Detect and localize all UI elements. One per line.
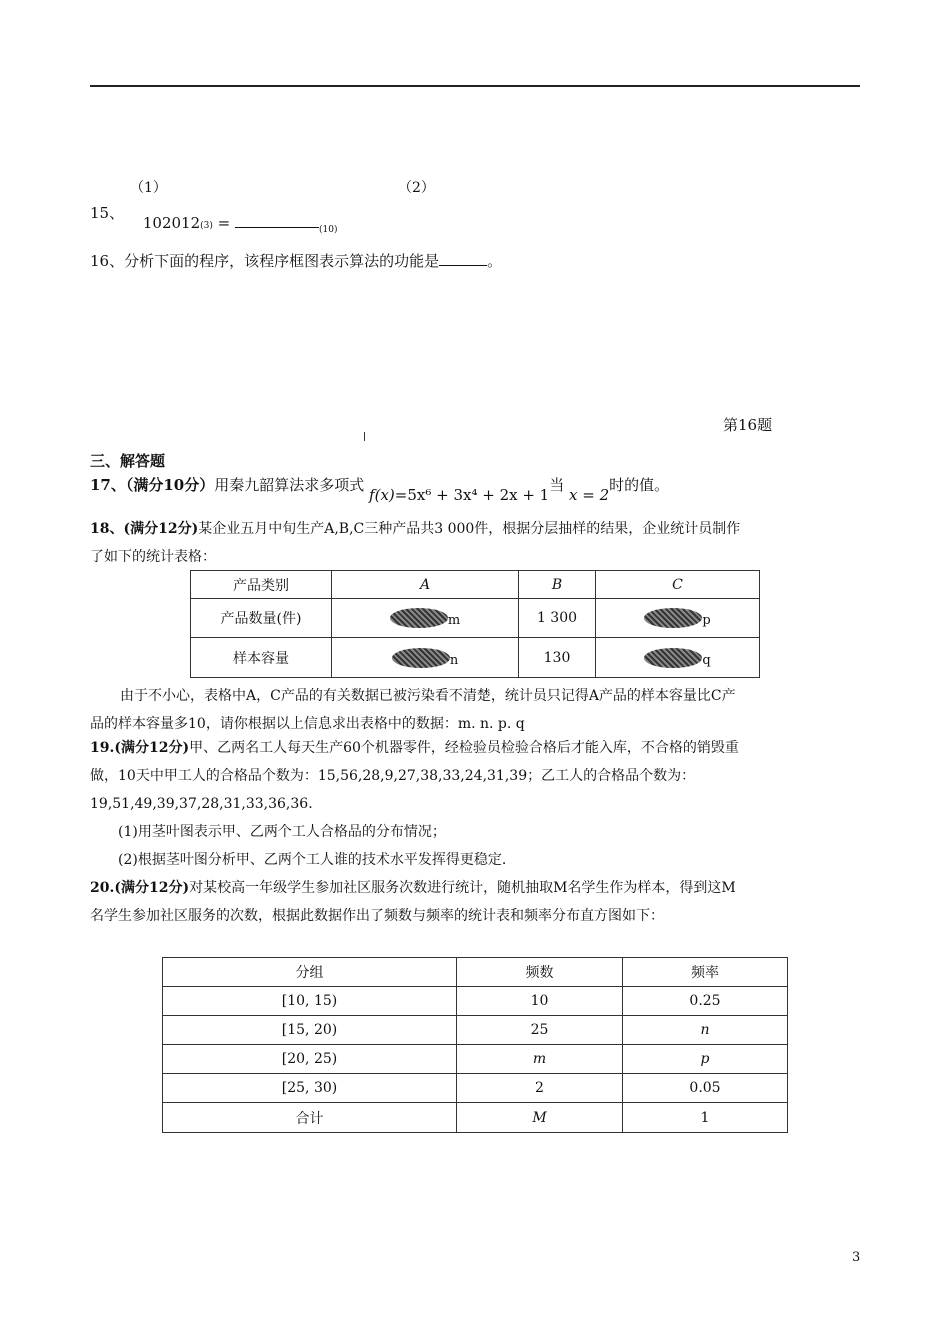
table-row [163, 987, 788, 1016]
q16-figure-label: 第16题 [723, 416, 773, 434]
header-rule [90, 85, 860, 87]
table-row [163, 1045, 788, 1074]
q20-header-row [163, 958, 788, 987]
q20-cell-count: 10 [457, 987, 623, 1016]
q18-after [90, 682, 860, 738]
q20-cell-group: [15, 20) [163, 1016, 457, 1045]
figure-mark [364, 432, 365, 441]
q20-table [162, 957, 788, 1133]
q18-sample-a-letter: n [449, 652, 459, 668]
table-row [163, 1074, 788, 1103]
q17 [90, 474, 670, 504]
q17-score: （满分10分） [125, 476, 215, 494]
q20-header-count: 频数 [457, 958, 623, 987]
q16-answer-blank[interactable] [439, 265, 487, 266]
q18-after-line2: 品的样本容量多10，请你根据以上信息求出表格中的数据：m. n. p. q [90, 716, 525, 732]
q20-line1-text: 对某校高一年级学生参加社区服务次数进行统计，随机抽取M名学生作为样本，得到这M [189, 880, 736, 896]
q15-base-from: (3) [200, 221, 213, 231]
q18-quantity-c-letter: p [702, 613, 711, 628]
q17-formula [369, 486, 549, 504]
q20-cell-group: [10, 15) [163, 987, 457, 1016]
q18-header-b: B [519, 571, 596, 599]
q18-sample-c-letter: q [702, 652, 711, 668]
q20-cell-count: 25 [457, 1016, 623, 1045]
section-title: 三、解答题 [90, 452, 166, 470]
q20-score: (满分12分) [114, 880, 190, 896]
q18-header-c: C [596, 571, 760, 599]
q19-line1 [90, 734, 860, 762]
q18-score: (满分12分) [123, 521, 199, 537]
q18-sample-a [332, 638, 519, 678]
q20-cell-count: m [457, 1045, 623, 1074]
q20-cell-group: [20, 25) [163, 1045, 457, 1074]
q19 [90, 734, 860, 874]
q19-sub1: (1)用茎叶图表示甲、乙两个工人合格品的分布情况； [118, 824, 446, 840]
q18-header-a: A [332, 571, 519, 599]
q18-quantity-a-letter: m [447, 613, 461, 628]
q17-xval: x = 2 [569, 486, 610, 504]
q17-text: 用秦九韶算法求多项式 [214, 476, 365, 494]
table-row [163, 1103, 788, 1133]
q18-quantity-a [332, 599, 519, 638]
q20-header-frequency: 频率 [623, 958, 788, 987]
q17-when: 当 [549, 476, 565, 494]
page-number: 3 [852, 1250, 861, 1265]
q16-text: 16、分析下面的程序，该程序框图表示算法的功能是 [90, 252, 440, 270]
q15-expression [142, 214, 338, 235]
q20-line2: 名学生参加社区服务的次数，根据此数据作出了频数与频率的统计表和频率分布直方图如下： [90, 908, 664, 924]
q19-sub2: (2)根据茎叶图分析甲、乙两个工人谁的技术水平发挥得更稳定. [118, 852, 507, 868]
q20-cell-group: 合计 [163, 1103, 457, 1133]
q18-quantity-label: 产品数量(件) [191, 599, 332, 638]
q15-answer-blank[interactable] [235, 227, 319, 228]
q18-number: 18、 [90, 521, 124, 537]
q15-base-to: (10) [319, 225, 338, 235]
q18-sample-row [191, 638, 760, 678]
q18-quantity-c [596, 599, 760, 638]
q19-number: 19. [90, 740, 115, 756]
q17-tail: 时的值。 [609, 476, 670, 494]
q20-cell-frequency: p [623, 1045, 788, 1074]
q20-cell-frequency: 0.05 [623, 1074, 788, 1103]
table-row [163, 1016, 788, 1045]
q19-line3: 19,51,49,39,37,28,31,33,36,36. [90, 796, 313, 812]
q15-value: 102012 [142, 214, 201, 232]
q18-line1-text: 某企业五月中旬生产A,B,C三种产品共3 000件，根据分层抽样的结果，企业统计员制作 [198, 521, 741, 537]
q18-table [190, 570, 760, 678]
q18-intro [90, 515, 860, 571]
q18-after-line1: 由于不小心，表格中A，C产品的有关数据已被污染看不清楚，统计员只记得A产品的样本容量比C产 [120, 688, 736, 704]
q19-line1-text: 甲、乙两名工人每天生产60个机器零件，经检验员检验合格后才能入库，不合格的销毁重 [189, 740, 739, 756]
q16-end: 。 [487, 252, 503, 270]
q18-sample-label: 样本容量 [191, 638, 332, 678]
q18-quantity-b: 1 300 [519, 599, 596, 638]
q20-number: 20. [90, 880, 115, 896]
q18-header-row [191, 571, 760, 599]
q18-line2: 了如下的统计表格： [90, 549, 216, 565]
q15-number: 15、 [90, 204, 125, 222]
q18-sample-c [596, 638, 760, 678]
q14-label-1: （1） [130, 180, 167, 196]
q20-line1 [90, 874, 860, 902]
q20-cell-count: 2 [457, 1074, 623, 1103]
q17-number: 17、 [90, 476, 126, 494]
ink-blot [644, 648, 702, 668]
q14-label-2: （2） [398, 180, 435, 196]
q19-score: (满分12分) [114, 740, 190, 756]
q20-cell-count: M [457, 1103, 623, 1133]
q18-header-category: 产品类别 [191, 571, 332, 599]
q20 [90, 874, 860, 930]
q17-poly: =5x⁶ + 3x⁴ + 2x + 1 [394, 486, 550, 504]
q20-cell-frequency: 0.25 [623, 987, 788, 1016]
q18-sample-b: 130 [519, 638, 596, 678]
q19-line2: 做，10天中甲工人的合格品个数为：15,56,28,9,27,38,33,24,31,39；乙工人的合格品个数为： [90, 768, 696, 784]
ink-blot [644, 608, 702, 628]
q20-cell-frequency: 1 [623, 1103, 788, 1133]
q16 [90, 250, 502, 271]
q15 [90, 202, 338, 235]
q17-fx: f(x) [369, 486, 395, 504]
q18-quantity-row [191, 599, 760, 638]
ink-blot [392, 648, 450, 668]
q15-equals: = [217, 214, 231, 232]
q18-line1 [90, 515, 860, 543]
q20-cell-frequency: n [623, 1016, 788, 1045]
q20-cell-group: [25, 30) [163, 1074, 457, 1103]
q20-header-group: 分组 [163, 958, 457, 987]
ink-blot [390, 608, 448, 628]
